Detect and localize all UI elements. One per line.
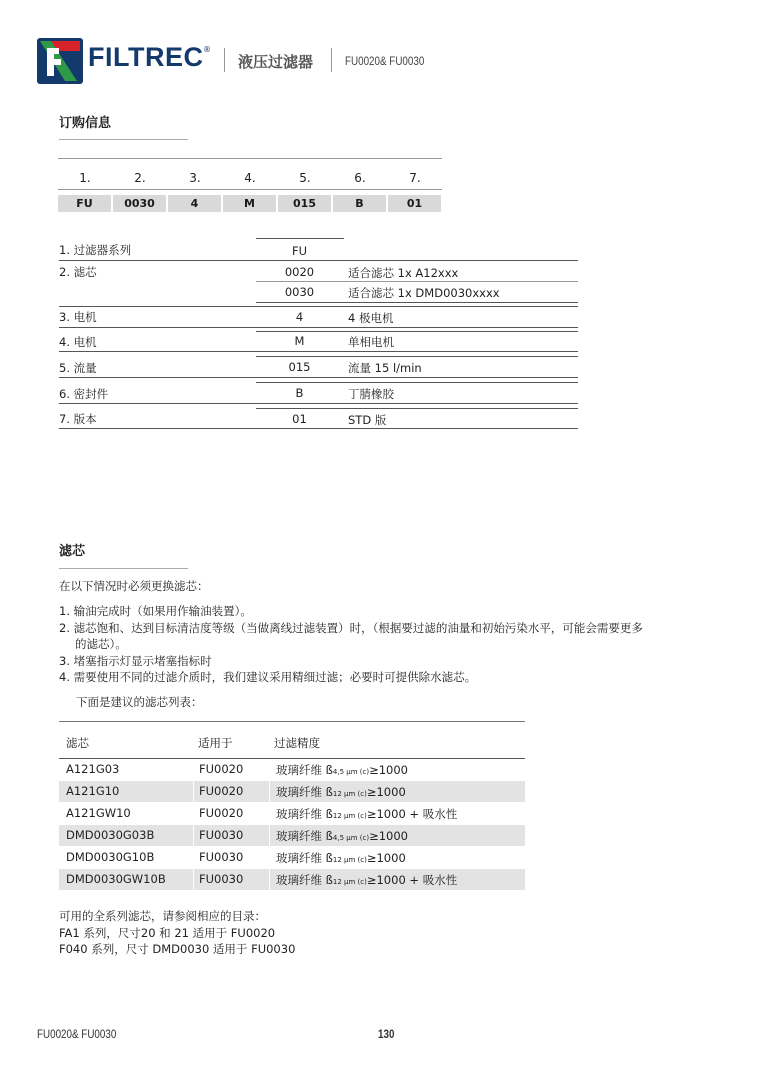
order-position-number: 7.	[409, 171, 421, 185]
brand-name: FILTREC	[88, 42, 204, 72]
order-code-cell: 01	[388, 195, 441, 212]
order-code-cell: FU	[58, 195, 111, 212]
table-cell-element: A121G10	[66, 784, 120, 798]
spec-description: 4 极电机	[348, 311, 394, 325]
order-code-top-line	[58, 158, 442, 159]
spec-code: B	[295, 386, 304, 400]
spec-label: 2. 滤芯	[59, 265, 97, 279]
table-cell-rating: 玻璃纤维 ß12 µm (c)≥1000 + 吸水性	[276, 873, 458, 887]
spec-description: 适合滤芯 1x DMD0030xxxx	[348, 286, 500, 300]
elements-list-item: 的滤芯）。	[75, 637, 127, 651]
spec-line	[256, 281, 578, 282]
elements-intro: 在以下情况时必须更换滤芯：	[59, 579, 209, 593]
spec-description: 适合滤芯 1x A12xxx	[348, 266, 459, 280]
spec-label: 5. 流量	[59, 361, 97, 375]
spec-line	[59, 306, 578, 307]
page-number: 130	[378, 1027, 395, 1041]
catalogue-note: F040 系列，尺寸 DMD0030 适用于 FU0030	[59, 942, 296, 956]
table-cell-element: DMD0030G03B	[66, 828, 155, 842]
elements-list-item: 4. 需要使用不同的过滤介质时，我们建议采用精细过滤；必要时可提供除水滤芯。	[59, 670, 477, 684]
header-divider	[224, 48, 225, 72]
order-position-number: 2.	[134, 171, 146, 185]
order-position-number: 5.	[299, 171, 311, 185]
table-cell-rating: 玻璃纤维 ß4,5 µm (c)≥1000	[276, 829, 408, 843]
order-code-cell: 0030	[113, 195, 166, 212]
spec-line	[256, 356, 578, 357]
order-code-mid-line	[58, 189, 442, 190]
order-position-number: 3.	[189, 171, 201, 185]
spec-code: 015	[288, 360, 311, 374]
spec-description: 丁腈橡胶	[348, 387, 394, 401]
table-cell-rating: 玻璃纤维 ß4,5 µm (c)≥1000	[276, 763, 408, 777]
spec-code: FU	[291, 244, 308, 258]
table-cell-fits: FU0020	[199, 784, 244, 798]
spec-line	[59, 260, 578, 261]
table-intro: 下面是建议的滤芯列表：	[76, 695, 203, 709]
spec-description: STD 版	[348, 413, 387, 427]
table-top-line	[59, 721, 525, 722]
catalogue-note: 可用的全系列滤芯，请参阅相应的目录：	[59, 909, 266, 923]
table-cell-element: A121G03	[66, 762, 120, 776]
order-code-cell: 4	[168, 195, 221, 212]
table-cell-fits: FU0020	[199, 762, 244, 776]
order-position-number: 6.	[354, 171, 366, 185]
column-gap	[193, 759, 194, 891]
header-title: 液压过滤器	[238, 53, 314, 71]
spec-code: 4	[295, 310, 304, 324]
column-gap	[269, 759, 270, 891]
spec-code: 0030	[284, 285, 315, 299]
spec-line	[59, 403, 578, 404]
spec-line	[256, 302, 578, 303]
filtrec-logo	[37, 38, 83, 84]
spec-label: 7. 版本	[59, 412, 97, 426]
table-cell-element: DMD0030GW10B	[66, 872, 166, 886]
elements-list-item: 2. 滤芯饱和、达到目标清洁度等级（当做离线过滤装置）时，（根据要过滤的油量和初始污染水平，可能会需要更多	[59, 621, 643, 635]
order-position-number: 1.	[79, 171, 91, 185]
elements-list-item: 1. 输油完成时（如果用作输油装置）。	[59, 604, 252, 618]
ordering-heading: 订购信息	[59, 116, 112, 131]
order-code-cell: 015	[278, 195, 331, 212]
order-position-number: 4.	[244, 171, 256, 185]
footer-model-code: FU0020& FU0030	[37, 1027, 117, 1041]
spec-line	[59, 377, 578, 378]
table-cell-rating: 玻璃纤维 ß12 µm (c)≥1000	[276, 785, 406, 799]
spec-line	[59, 327, 578, 328]
header-divider	[331, 48, 332, 72]
table-header-rating: 过滤精度	[274, 736, 320, 750]
spec-line	[256, 408, 578, 409]
table-cell-element: DMD0030G10B	[66, 850, 155, 864]
spec-label: 6. 密封件	[59, 387, 109, 401]
table-header-element: 滤芯	[66, 736, 89, 750]
catalogue-note: FA1 系列，尺寸20 和 21 适用于 FU0020	[59, 926, 276, 940]
spec-code: 0020	[284, 265, 315, 279]
table-header-fits: 适用于	[198, 736, 233, 750]
heading-underline	[59, 568, 188, 569]
order-code-cell: M	[223, 195, 276, 212]
heading-underline	[59, 139, 188, 140]
header-model-code: FU0020& FU0030	[345, 54, 425, 68]
spec-line	[256, 382, 578, 383]
spec-label: 1. 过滤器系列	[59, 243, 132, 257]
spec-line	[59, 351, 578, 352]
spec-label: 3. 电机	[59, 310, 97, 324]
table-cell-rating: 玻璃纤维 ß12 µm (c)≥1000	[276, 851, 406, 865]
spec-description: 流量 15 l/min	[348, 361, 422, 375]
spec-label: 4. 电机	[59, 335, 97, 349]
registered-mark: ®	[203, 45, 211, 54]
spec-line	[256, 238, 344, 239]
spec-description: 单相电机	[348, 335, 394, 349]
spec-code: 01	[292, 412, 307, 426]
table-cell-fits: FU0030	[199, 850, 244, 864]
spec-code: M	[294, 334, 305, 348]
elements-list-item: 3. 堵塞指示灯显示堵塞指标时	[59, 654, 212, 668]
table-cell-fits: FU0030	[199, 828, 244, 842]
elements-heading: 滤芯	[59, 544, 86, 559]
table-cell-rating: 玻璃纤维 ß12 µm (c)≥1000 + 吸水性	[276, 807, 458, 821]
table-cell-fits: FU0020	[199, 806, 244, 820]
table-cell-fits: FU0030	[199, 872, 244, 886]
order-code-cell: B	[333, 195, 386, 212]
spec-line	[59, 428, 578, 429]
table-cell-element: A121GW10	[66, 806, 131, 820]
spec-line	[256, 331, 578, 332]
